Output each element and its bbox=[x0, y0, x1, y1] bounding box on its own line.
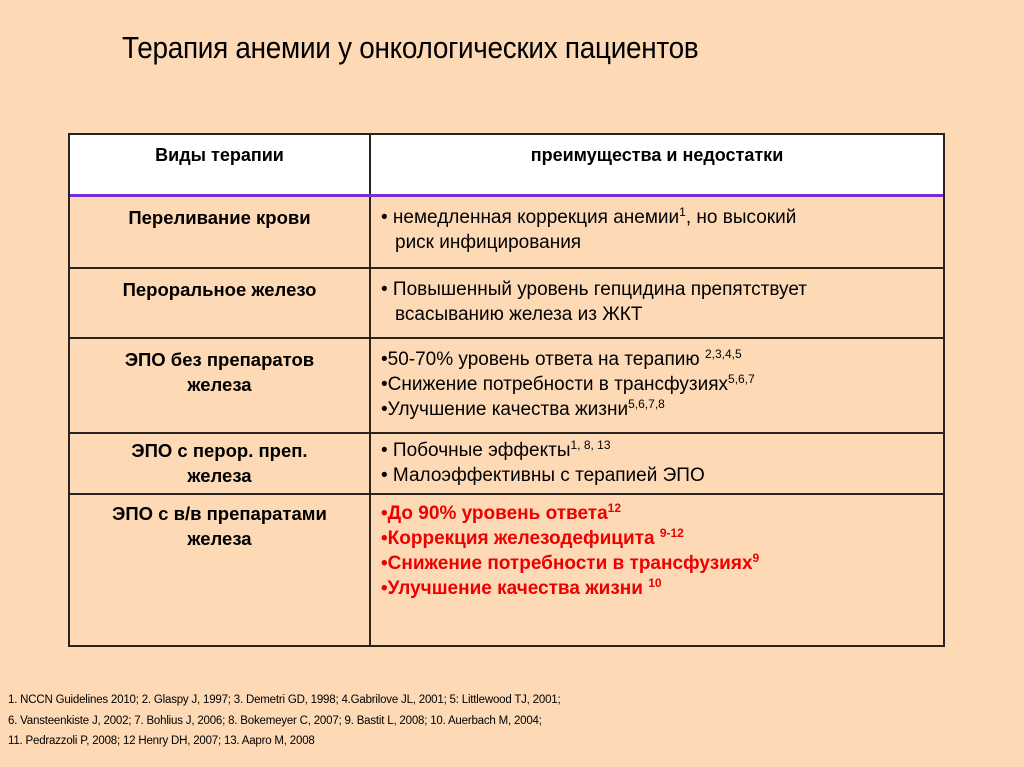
therapy-notes-highlighted bbox=[371, 495, 943, 645]
list-item bbox=[381, 372, 943, 397]
header-therapy-types: Виды терапии bbox=[70, 135, 371, 194]
therapy-name-line: железа bbox=[187, 374, 252, 395]
references bbox=[8, 690, 560, 752]
slide-title: Терапия анемии у онкологических пациентов bbox=[122, 30, 699, 65]
ref-superscript: 5,6,7 bbox=[728, 372, 755, 386]
therapy-name-line: Переливание крови bbox=[128, 207, 311, 228]
ref-superscript: 9 bbox=[752, 551, 760, 565]
list-item bbox=[381, 277, 943, 302]
ref-superscript: 10 bbox=[648, 576, 662, 590]
item-text: Улучшение качества жизни bbox=[387, 578, 649, 599]
bullet: • bbox=[381, 465, 388, 486]
therapy-name-line: железа bbox=[187, 528, 252, 549]
bullet: • bbox=[381, 503, 388, 524]
list-item bbox=[381, 501, 943, 526]
item-text: Коррекция железодефицита bbox=[387, 528, 660, 549]
reference-line: 1. NCCN Guidelines 2010; 2. Glaspy J, 1997; 3. Demetri GD, 1998; 4.Gabrilove JL, 2001; 5: Littlewood TJ, 2001; bbox=[8, 694, 561, 706]
ref-superscript: 2,3,4,5 bbox=[704, 347, 742, 361]
ref-superscript: 1, 8, 13 bbox=[570, 438, 611, 452]
table-row bbox=[70, 197, 943, 267]
therapy-name-line: ЭПО без препаратов bbox=[124, 349, 315, 370]
list-item bbox=[381, 438, 943, 463]
item-text: 50-70% уровень ответа на терапию bbox=[387, 349, 705, 370]
therapy-name-line: Пероральное железо bbox=[122, 279, 317, 300]
item-text: Улучшение качества жизни bbox=[387, 399, 629, 420]
ref-superscript: 5,6,7,8 bbox=[628, 397, 665, 411]
bullet: • bbox=[381, 440, 388, 461]
table-row bbox=[70, 493, 943, 645]
therapy-table bbox=[68, 133, 945, 647]
therapy-notes bbox=[371, 434, 943, 493]
ref-superscript: 1 bbox=[679, 205, 686, 219]
table-row bbox=[70, 337, 943, 432]
header-pros-cons: преимущества и недостатки bbox=[530, 145, 784, 165]
bullet: • bbox=[381, 374, 388, 395]
reference-line: 6. Vansteenkiste J, 2002; 7. Bohlius J, 2006; 8. Bokemeyer C, 2007; 9. Bastit L, 2008; 10. Auerbach M, 2004; bbox=[8, 714, 542, 727]
therapy-notes bbox=[371, 197, 943, 267]
bullet: • bbox=[381, 528, 388, 549]
therapy-name bbox=[70, 495, 371, 645]
list-item bbox=[381, 230, 943, 255]
therapy-name bbox=[70, 339, 371, 432]
bullet: • bbox=[381, 207, 388, 228]
item-text: риск инфицирования bbox=[395, 232, 582, 253]
therapy-name-line: ЭПО с перор. преп. bbox=[131, 440, 308, 461]
bullet: • bbox=[381, 279, 388, 300]
item-text: немедленная коррекция анемии bbox=[387, 207, 680, 228]
item-text: Повышенный уровень гепцидина препятствует bbox=[387, 279, 807, 300]
item-text: Малоэффективны с терапией ЭПО bbox=[387, 465, 705, 486]
therapy-name-line: ЭПО с в/в препаратами bbox=[112, 503, 327, 524]
reference-line: 11. Pedrazzoli P, 2008; 12 Henry DH, 2007; 13. Aapro M, 2008 bbox=[8, 735, 315, 747]
list-item bbox=[381, 576, 943, 601]
therapy-name bbox=[70, 197, 371, 267]
table-row bbox=[70, 267, 943, 337]
bullet: • bbox=[381, 578, 388, 599]
ref-superscript: 12 bbox=[607, 501, 621, 515]
therapy-notes bbox=[371, 339, 943, 432]
bullet: • bbox=[381, 553, 388, 574]
item-text: Снижение потребности в трансфузиях bbox=[387, 553, 753, 574]
list-item bbox=[381, 397, 943, 422]
item-text-tail: , но высокий bbox=[685, 207, 797, 228]
therapy-name bbox=[70, 434, 371, 493]
therapy-name bbox=[70, 269, 371, 337]
bullet: • bbox=[381, 349, 388, 370]
therapy-notes bbox=[371, 269, 943, 337]
therapy-name-line: железа bbox=[187, 465, 252, 486]
item-text: Снижение потребности в трансфузиях bbox=[387, 374, 729, 395]
list-item bbox=[381, 347, 943, 372]
list-item bbox=[381, 205, 943, 230]
list-item bbox=[381, 463, 943, 488]
list-item bbox=[381, 551, 943, 576]
table-row bbox=[70, 432, 943, 493]
bullet: • bbox=[381, 399, 388, 420]
item-text: До 90% уровень ответа bbox=[387, 503, 608, 524]
item-text: всасыванию железа из ЖКТ bbox=[395, 304, 643, 325]
ref-superscript: 9-12 bbox=[659, 526, 684, 540]
list-item bbox=[381, 302, 943, 327]
item-text: Побочные эффекты bbox=[387, 440, 571, 461]
list-item bbox=[381, 526, 943, 551]
table-header-row bbox=[70, 135, 943, 197]
